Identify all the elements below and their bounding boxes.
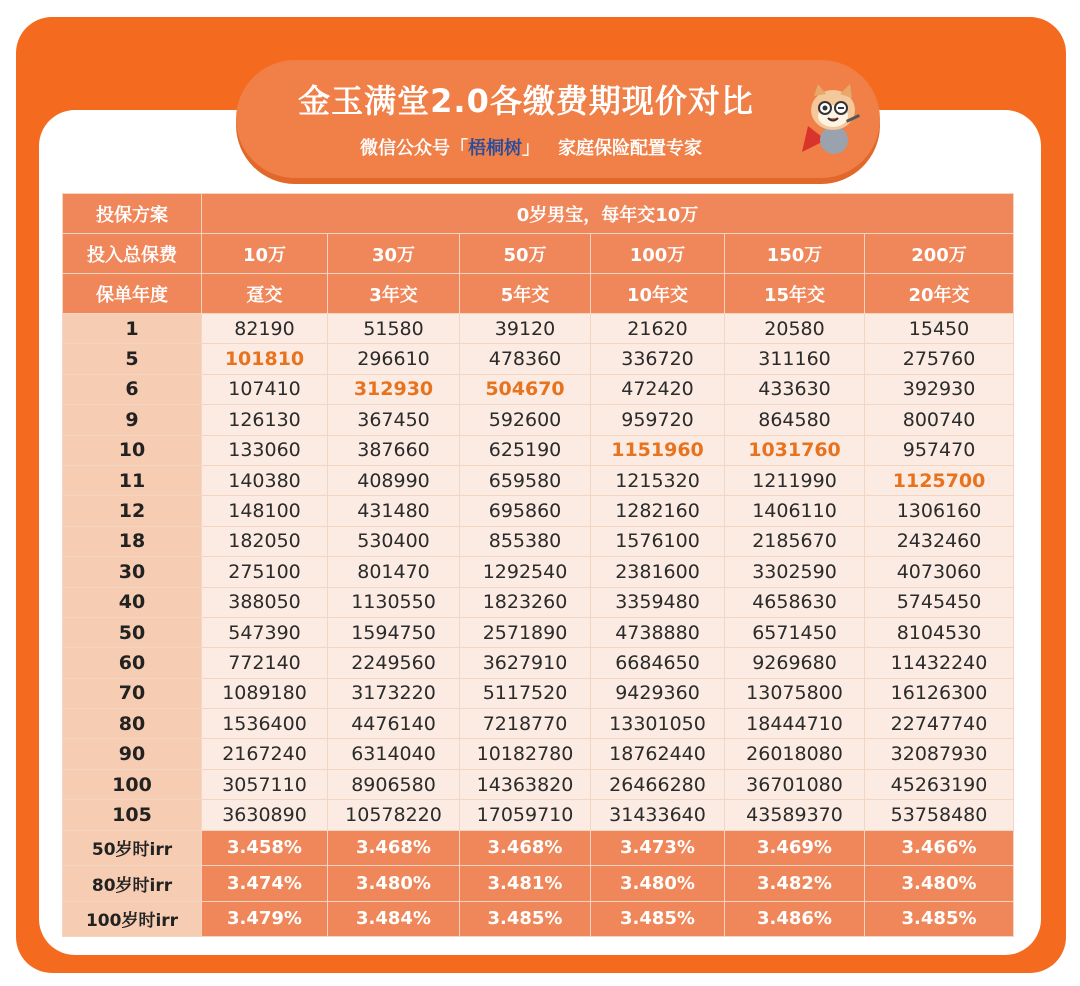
brand-name: 梧桐树 [468, 138, 522, 159]
irr-value-cell: 3.485% [865, 901, 1014, 937]
column-header: 30万 [328, 234, 460, 274]
value-cell: 433630 [725, 374, 865, 404]
irr-label: 80岁时irr [63, 866, 202, 902]
value-cell: 957470 [865, 435, 1014, 465]
value-cell: 3057110 [202, 769, 328, 799]
value-cell: 1292540 [460, 557, 591, 587]
value-cell: 2185670 [725, 526, 865, 556]
value-cell: 21620 [591, 314, 725, 344]
value-cell: 32087930 [865, 739, 1014, 769]
value-cell: 2571890 [460, 617, 591, 647]
value-cell: 387660 [328, 435, 460, 465]
value-cell: 148100 [202, 496, 328, 526]
value-cell: 275100 [202, 557, 328, 587]
value-cell: 39120 [460, 314, 591, 344]
table-row [63, 435, 1014, 465]
irr-value-cell: 3.479% [202, 901, 328, 937]
value-cell: 5117520 [460, 678, 591, 708]
highlighted-value-cell: 504670 [460, 374, 591, 404]
irr-value-cell: 3.466% [865, 830, 1014, 866]
subtitle-prefix: 微信公众号「 [360, 138, 468, 159]
value-cell: 45263190 [865, 769, 1014, 799]
page-title: 金玉满堂2.0各缴费期现价对比 [298, 82, 754, 120]
table-row [63, 314, 1014, 344]
table-row [63, 648, 1014, 678]
table-row [63, 465, 1014, 495]
table-row [63, 678, 1014, 708]
value-cell: 408990 [328, 465, 460, 495]
policy-year-cell: 10 [63, 435, 202, 465]
irr-row [63, 866, 1014, 902]
value-cell: 7218770 [460, 709, 591, 739]
column-header: 趸交 [202, 274, 328, 314]
value-cell: 6571450 [725, 617, 865, 647]
table-row [63, 587, 1014, 617]
value-cell: 592600 [460, 405, 591, 435]
table-row [63, 496, 1014, 526]
value-cell: 126130 [202, 405, 328, 435]
column-header: 5年交 [460, 274, 591, 314]
irr-value-cell: 3.474% [202, 866, 328, 902]
value-cell: 10182780 [460, 739, 591, 769]
irr-value-cell: 3.480% [591, 866, 725, 902]
policy-year-cell: 12 [63, 496, 202, 526]
value-cell: 625190 [460, 435, 591, 465]
value-cell: 15450 [865, 314, 1014, 344]
value-cell: 31433640 [591, 800, 725, 830]
value-cell: 22747740 [865, 709, 1014, 739]
column-header: 150万 [725, 234, 865, 274]
column-header: 20年交 [865, 274, 1014, 314]
policy-year-cell: 90 [63, 739, 202, 769]
value-cell: 5745450 [865, 587, 1014, 617]
value-cell: 8104530 [865, 617, 1014, 647]
value-cell: 296610 [328, 344, 460, 374]
cash-value-table [62, 193, 1014, 937]
value-cell: 82190 [202, 314, 328, 344]
policy-year-cell: 18 [63, 526, 202, 556]
table-row [63, 617, 1014, 647]
value-cell: 36701080 [725, 769, 865, 799]
value-cell: 3359480 [591, 587, 725, 617]
row-label: 保单年度 [63, 274, 202, 314]
value-cell: 9429360 [591, 678, 725, 708]
table-row [63, 405, 1014, 435]
value-cell: 1594750 [328, 617, 460, 647]
value-cell: 472420 [591, 374, 725, 404]
value-cell: 4738880 [591, 617, 725, 647]
value-cell: 182050 [202, 526, 328, 556]
column-header: 200万 [865, 234, 1014, 274]
table-row [63, 769, 1014, 799]
irr-value-cell: 3.480% [865, 866, 1014, 902]
highlighted-value-cell: 1125700 [865, 465, 1014, 495]
value-cell: 336720 [591, 344, 725, 374]
value-cell: 14363820 [460, 769, 591, 799]
irr-value-cell: 3.482% [725, 866, 865, 902]
value-cell: 1211990 [725, 465, 865, 495]
value-cell: 17059710 [460, 800, 591, 830]
value-cell: 311160 [725, 344, 865, 374]
policy-year-cell: 50 [63, 617, 202, 647]
header-row-premium [63, 234, 1014, 274]
highlighted-value-cell: 1031760 [725, 435, 865, 465]
value-cell: 1282160 [591, 496, 725, 526]
value-cell: 26018080 [725, 739, 865, 769]
column-header: 10年交 [591, 274, 725, 314]
value-cell: 3173220 [328, 678, 460, 708]
value-cell: 4476140 [328, 709, 460, 739]
value-cell: 8906580 [328, 769, 460, 799]
value-cell: 133060 [202, 435, 328, 465]
table-row [63, 739, 1014, 769]
title-banner [236, 60, 880, 178]
value-cell: 392930 [865, 374, 1014, 404]
value-cell: 3627910 [460, 648, 591, 678]
value-cell: 6684650 [591, 648, 725, 678]
policy-year-cell: 105 [63, 800, 202, 830]
irr-row [63, 830, 1014, 866]
value-cell: 801470 [328, 557, 460, 587]
value-cell: 1823260 [460, 587, 591, 617]
value-cell: 275760 [865, 344, 1014, 374]
policy-year-cell: 30 [63, 557, 202, 587]
value-cell: 18762440 [591, 739, 725, 769]
value-cell: 2432460 [865, 526, 1014, 556]
table-row [63, 374, 1014, 404]
policy-year-cell: 80 [63, 709, 202, 739]
value-cell: 53758480 [865, 800, 1014, 830]
table-row [63, 800, 1014, 830]
policy-year-cell: 9 [63, 405, 202, 435]
subtitle-tagline: 家庭保险配置专家 [558, 138, 702, 159]
value-cell: 10578220 [328, 800, 460, 830]
value-cell: 367450 [328, 405, 460, 435]
value-cell: 431480 [328, 496, 460, 526]
column-header: 3年交 [328, 274, 460, 314]
banner-subtitle [236, 134, 826, 160]
policy-year-cell: 1 [63, 314, 202, 344]
highlighted-value-cell: 312930 [328, 374, 460, 404]
value-cell: 3630890 [202, 800, 328, 830]
value-cell: 530400 [328, 526, 460, 556]
value-cell: 6314040 [328, 739, 460, 769]
highlighted-value-cell: 101810 [202, 344, 328, 374]
table-row [63, 526, 1014, 556]
value-cell: 1406110 [725, 496, 865, 526]
value-cell: 478360 [460, 344, 591, 374]
subtitle-suffix: 」 [522, 138, 540, 159]
column-header: 15年交 [725, 274, 865, 314]
irr-value-cell: 3.468% [460, 830, 591, 866]
policy-year-cell: 100 [63, 769, 202, 799]
value-cell: 4658630 [725, 587, 865, 617]
policy-year-cell: 70 [63, 678, 202, 708]
policy-year-cell: 60 [63, 648, 202, 678]
value-cell: 11432240 [865, 648, 1014, 678]
value-cell: 140380 [202, 465, 328, 495]
value-cell: 16126300 [865, 678, 1014, 708]
squirrel-mascot-icon [800, 82, 866, 156]
value-cell: 13301050 [591, 709, 725, 739]
irr-label: 50岁时irr [63, 830, 202, 866]
value-cell: 959720 [591, 405, 725, 435]
header-row-plan [63, 194, 1014, 234]
irr-value-cell: 3.469% [725, 830, 865, 866]
value-cell: 388050 [202, 587, 328, 617]
value-cell: 855380 [460, 526, 591, 556]
table-row [63, 709, 1014, 739]
irr-value-cell: 3.485% [591, 901, 725, 937]
irr-value-cell: 3.480% [328, 866, 460, 902]
column-header: 50万 [460, 234, 591, 274]
value-cell: 2381600 [591, 557, 725, 587]
value-cell: 2249560 [328, 648, 460, 678]
table-row [63, 344, 1014, 374]
policy-year-cell: 40 [63, 587, 202, 617]
irr-value-cell: 3.468% [328, 830, 460, 866]
irr-value-cell: 3.484% [328, 901, 460, 937]
value-cell: 51580 [328, 314, 460, 344]
irr-value-cell: 3.481% [460, 866, 591, 902]
value-cell: 107410 [202, 374, 328, 404]
row-label: 投入总保费 [63, 234, 202, 274]
table-row [63, 557, 1014, 587]
irr-label: 100岁时irr [63, 901, 202, 937]
value-cell: 18444710 [725, 709, 865, 739]
value-cell: 1576100 [591, 526, 725, 556]
value-cell: 1215320 [591, 465, 725, 495]
value-cell: 547390 [202, 617, 328, 647]
value-cell: 13075800 [725, 678, 865, 708]
irr-value-cell: 3.486% [725, 901, 865, 937]
irr-value-cell: 3.473% [591, 830, 725, 866]
value-cell: 3302590 [725, 557, 865, 587]
value-cell: 659580 [460, 465, 591, 495]
plan-description: 0岁男宝，每年交10万 [202, 194, 1014, 234]
header-row-payment-term [63, 274, 1014, 314]
irr-value-cell: 3.485% [460, 901, 591, 937]
value-cell: 695860 [460, 496, 591, 526]
value-cell: 1536400 [202, 709, 328, 739]
column-header: 100万 [591, 234, 725, 274]
policy-year-cell: 6 [63, 374, 202, 404]
value-cell: 772140 [202, 648, 328, 678]
policy-year-cell: 5 [63, 344, 202, 374]
value-cell: 1130550 [328, 587, 460, 617]
value-cell: 26466280 [591, 769, 725, 799]
value-cell: 864580 [725, 405, 865, 435]
value-cell: 2167240 [202, 739, 328, 769]
value-cell: 1089180 [202, 678, 328, 708]
row-label: 投保方案 [63, 194, 202, 234]
value-cell: 1306160 [865, 496, 1014, 526]
irr-row [63, 901, 1014, 937]
value-cell: 800740 [865, 405, 1014, 435]
value-cell: 9269680 [725, 648, 865, 678]
irr-value-cell: 3.458% [202, 830, 328, 866]
highlighted-value-cell: 1151960 [591, 435, 725, 465]
value-cell: 43589370 [725, 800, 865, 830]
value-cell: 4073060 [865, 557, 1014, 587]
policy-year-cell: 11 [63, 465, 202, 495]
column-header: 10万 [202, 234, 328, 274]
value-cell: 20580 [725, 314, 865, 344]
